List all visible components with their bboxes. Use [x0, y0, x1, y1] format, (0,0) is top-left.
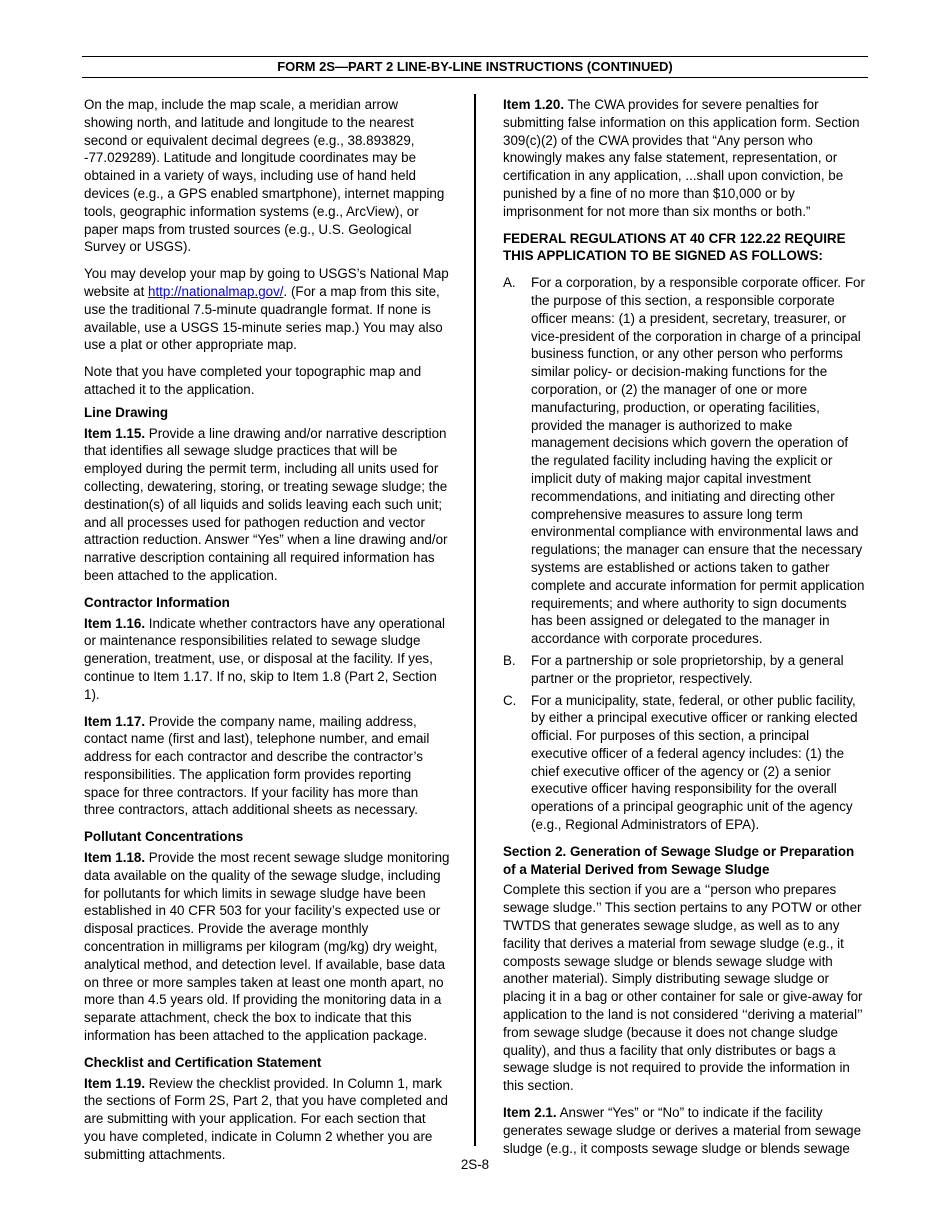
column-divider [474, 94, 476, 1146]
item-1-18-paragraph [84, 849, 450, 1045]
signatory-list-item-a [503, 274, 869, 648]
map-attached-note: Note that you have completed your topographic map and attached it to the application. [84, 364, 422, 397]
signatory-list-item-c [503, 692, 869, 834]
item-1-19-paragraph [84, 1075, 450, 1164]
item-1-16-label: Item 1.16. [84, 615, 146, 631]
item-1-18-label: Item 1.18. [84, 850, 146, 866]
page-number: 2S-8 [460, 1157, 490, 1172]
item-2-1-label: Item 2.1. [503, 1105, 557, 1121]
item-1-15-label: Item 1.15. [84, 425, 146, 441]
section-2-heading: Section 2. Generation of Sewage Sludge or Preparation of a Material Derived from Sewage Sludge [503, 843, 855, 877]
right-column [503, 96, 869, 1166]
item-1-17-paragraph [84, 713, 450, 820]
signature-regulations-heading: FEDERAL REGULATIONS AT 40 CFR 122.22 REQUIRE THIS APPLICATION TO BE SIGNED AS FOLLOWS: [503, 230, 846, 264]
item-1-20-label: Item 1.20. [503, 97, 565, 112]
item-2-1-paragraph [503, 1104, 869, 1157]
signatory-list-item-b [503, 652, 869, 688]
list-marker: B. [503, 652, 516, 668]
national-map-text-before: You may develop your map by going to USGS’s National Map website at [84, 266, 449, 299]
item-1-19-text: Review the checklist provided. In Column 1, mark the sections of Form 2S, Part 2, that you have completed and are submitting with your application. For each section that you have completed, indicate in Column 2 whether you are submitting attachments. [84, 1075, 448, 1162]
section-2-paragraph: Complete this section if you are a ‘‘person who prepares sewage sludge.’’ This section pertains to any POTW or other TWTDS that generates sewage sludge, as well as to any facility that derives a material from sewage sludge (e.g., it composts sewage sludge or blends sewage sludge with another material). Simply distributing sewage sludge or placing it in a bag or other container for sale or give-away for application to the land is not considered ‘‘deriving a material’’ from sewage sludge (because it does not change sludge quality), and thus a facility that only distributes or bags a sewage sludge is not required to provide the information in this section. [503, 882, 863, 1094]
list-marker: A. [503, 275, 516, 291]
national-map-text-after: . (For a map from this site, use the traditional 7.5-minute quadrangle format. If none is available, use a USGS 15-minute series map.) You may also use a plat or other appropriate map. [84, 283, 443, 353]
item-1-20-text: The CWA provides for severe penalties for submitting false information on this application form. Section 309(c)(2) of the CWA provides that “Any person who knowingly makes any false statement, representation, or certification in any application, ...shall upon conviction, be punished by a fine of no more than $10,000 or by imprisonment for not more than six months or both.” [503, 97, 860, 219]
item-1-15-paragraph [84, 425, 450, 585]
list-item-text: For a partnership or sole proprietorship, by a general partner or the proprietor, respectively. [531, 652, 844, 686]
list-marker: C. [503, 692, 517, 708]
national-map-paragraph [84, 265, 450, 354]
pollutant-concentrations-heading: Pollutant Concentrations [84, 829, 244, 845]
item-1-20-paragraph [503, 96, 869, 221]
item-1-18-text: Provide the most recent sewage sludge monitoring data available on the quality of the sewage sludge, including for pollutants for which limits in sewage sludge have been established in 40 CFR 503 for your facility’s expected use or disposal practices. Provide the average monthly concentration in milligrams per kilogram (mg/kg) dry weight, analytical method, and detection level. If available, base data on three or more samples taken at least one month apart, no more than 4.5 years old. If providing the monitoring data in a separate attachment, check the box to indicate that this information has been attached to the application package. [84, 850, 450, 1044]
page-header: FORM 2S—PART 2 LINE-BY-LINE INSTRUCTIONS (CONTINUED) [82, 56, 868, 78]
map-instructions-paragraph: On the map, include the map scale, a meridian arrow showing north, and latitude and longitude to the nearest second or equivalent decimal degrees (e.g., 38.893829, -77.029289). Latitude and longitude coordinates may be obtained in a variety of ways, including use of hand held devices (e.g., a GPS enabled smartphone), internet mapping tools, geographic information systems (e.g., ArcView), or paper maps from trusted sources (e.g., U.S. Geological Survey or USGS). [84, 97, 445, 255]
national-map-link[interactable]: http://nationalmap.gov/ [148, 283, 284, 299]
item-2-1-text: Answer “Yes” or “No” to indicate if the facility generates sewage sludge or derives a material from sewage sludge (e.g., it composts sewage sludge or blends sewage [503, 1105, 862, 1156]
item-1-17-label: Item 1.17. [84, 713, 146, 729]
checklist-heading: Checklist and Certification Statement [84, 1054, 322, 1070]
item-1-16-text: Indicate whether contractors have any operational or maintenance responsibilities related to sewage sludge generation, treatment, use, or disposal at the facility. If yes, continue to Item 1.17. If no, skip to Item 1.8 (Part 2, Section 1). [84, 615, 446, 702]
item-1-19-label: Item 1.19. [84, 1075, 146, 1091]
left-column [84, 96, 450, 1173]
list-item-text: For a corporation, by a responsible corporate officer. For the purpose of this section, a responsible corporate officer means: (1) a president, secretary, treasurer, or vice-president of the corporation in charge of a principal business function, or any other person who performs similar policy- or decision-making functions for the corporation, or (2) the manager of one or more manufacturing, production, or operating facilities, provided the manager is authorized to make management decisions which govern the operation of the regulated facility including having the explicit or implicit duty of making major capital investment recommendations, and initiating and directing other comprehensive measures to assure long term environmental compliance with environmental laws and regulations; the manager can ensure that the necessary systems are established or actions taken to gather complete and accurate information for permit application requirements; and where authority to sign documents has been assigned or delegated to the manager in accordance with corporate procedures. [531, 275, 865, 647]
item-1-15-text: Provide a line drawing and/or narrative description that identifies all sewage sludge practices that will be employed during the permit term, including all units used for collecting, dewatering, storing, or treating sewage sludge; the destination(s) of all liquids and solids leaving each such unit; and all processes used for pathogen reduction and vector attraction reduction. Answer “Yes” when a line drawing and/or narrative description containing all required information has been attached to the application. [84, 425, 448, 583]
item-1-17-text: Provide the company name, mailing address, contact name (first and last), telephone number, and email address for each contractor and describe the contractor’s responsibilities. The application form provides reporting space for three contractors. If your facility has more than three contractors, attach additional sheets as necessary. [84, 713, 430, 818]
line-drawing-heading: Line Drawing [84, 404, 169, 420]
list-item-text: For a municipality, state, federal, or other public facility, by either a principal executive officer or ranking elected official. For purposes of this section, a principal executive officer of a federal agency includes: (1) the chief executive officer of the agency or (2) a senior executive officer having responsibility for the overall operations of a principal geographic unit of the agency (e.g., Regional Administrators of EPA). [531, 692, 858, 833]
contractor-info-heading: Contractor Information [84, 594, 230, 610]
item-1-16-paragraph [84, 615, 450, 704]
